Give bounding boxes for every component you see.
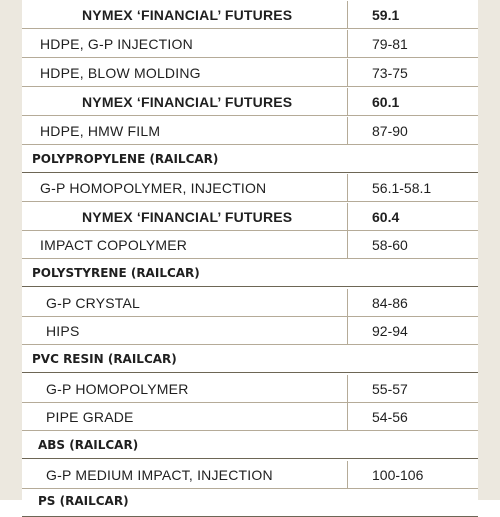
- section-title: PS (RAILCAR): [38, 494, 129, 508]
- row-label: NYMEX ‘FINANCIAL’ FUTURES: [82, 209, 293, 225]
- section-header: [22, 259, 478, 287]
- row-value: 60.4: [372, 209, 400, 225]
- section-title: PVC RESIN (RAILCAR): [32, 352, 177, 366]
- column-divider: [347, 231, 348, 259]
- row-value: 92-94: [372, 323, 408, 339]
- column-divider: [347, 289, 348, 317]
- row-value: 55-57: [372, 381, 408, 397]
- column-divider: [347, 30, 348, 58]
- table-row: [22, 231, 478, 259]
- futures-row: [22, 88, 478, 116]
- column-divider: [347, 403, 348, 431]
- column-divider: [347, 88, 348, 116]
- table-row: [22, 403, 478, 431]
- table-row: [22, 174, 478, 202]
- row-value: 60.1: [372, 94, 400, 110]
- column-divider: [347, 59, 348, 87]
- column-divider: [347, 461, 348, 489]
- section-title: POLYPROPYLENE (RAILCAR): [32, 152, 219, 166]
- futures-row: [22, 203, 478, 231]
- column-divider: [347, 1, 348, 29]
- section-title: POLYSTYRENE (RAILCAR): [32, 266, 200, 280]
- table-row: [22, 59, 478, 87]
- table-row: [22, 117, 478, 145]
- section-header: [22, 489, 478, 517]
- table-row: [22, 289, 478, 317]
- row-label: G-P MEDIUM IMPACT, INJECTION: [46, 467, 273, 483]
- price-table: [22, 0, 478, 508]
- table-row: [22, 30, 478, 58]
- futures-row: [22, 1, 478, 29]
- row-label: G-P CRYSTAL: [46, 295, 141, 311]
- row-label: PIPE GRADE: [46, 409, 134, 425]
- row-value: 54-56: [372, 409, 408, 425]
- row-value: 84-86: [372, 295, 408, 311]
- table-row: [22, 317, 478, 345]
- row-label: NYMEX ‘FINANCIAL’ FUTURES: [82, 7, 293, 23]
- column-divider: [347, 117, 348, 145]
- column-divider: [347, 174, 348, 202]
- row-label: G-P HOMOPOLYMER, INJECTION: [40, 180, 267, 196]
- column-divider: [347, 375, 348, 403]
- section-header: [22, 431, 478, 459]
- table-row: [22, 461, 478, 489]
- row-value: 87-90: [372, 123, 408, 139]
- section-title: ABS (RAILCAR): [38, 438, 139, 452]
- row-label: HIPS: [46, 323, 80, 339]
- row-value: 73-75: [372, 65, 408, 81]
- row-label: HDPE, HMW FILM: [40, 123, 161, 139]
- row-label: NYMEX ‘FINANCIAL’ FUTURES: [82, 94, 293, 110]
- page-margin-left: [0, 0, 22, 500]
- row-value: 56.1-58.1: [372, 180, 432, 196]
- row-label: HDPE, BLOW MOLDING: [40, 65, 201, 81]
- page-margin-right: [478, 0, 500, 500]
- table-row: [22, 375, 478, 403]
- section-header: [22, 345, 478, 373]
- row-value: 100-106: [372, 467, 424, 483]
- section-header: [22, 145, 478, 173]
- row-value: 58-60: [372, 237, 408, 253]
- row-label: G-P HOMOPOLYMER: [46, 381, 189, 397]
- row-label: IMPACT COPOLYMER: [40, 237, 188, 253]
- column-divider: [347, 203, 348, 231]
- row-value: 79-81: [372, 36, 408, 52]
- row-value: 59.1: [372, 7, 400, 23]
- row-label: HDPE, G-P INJECTION: [40, 36, 193, 52]
- column-divider: [347, 317, 348, 345]
